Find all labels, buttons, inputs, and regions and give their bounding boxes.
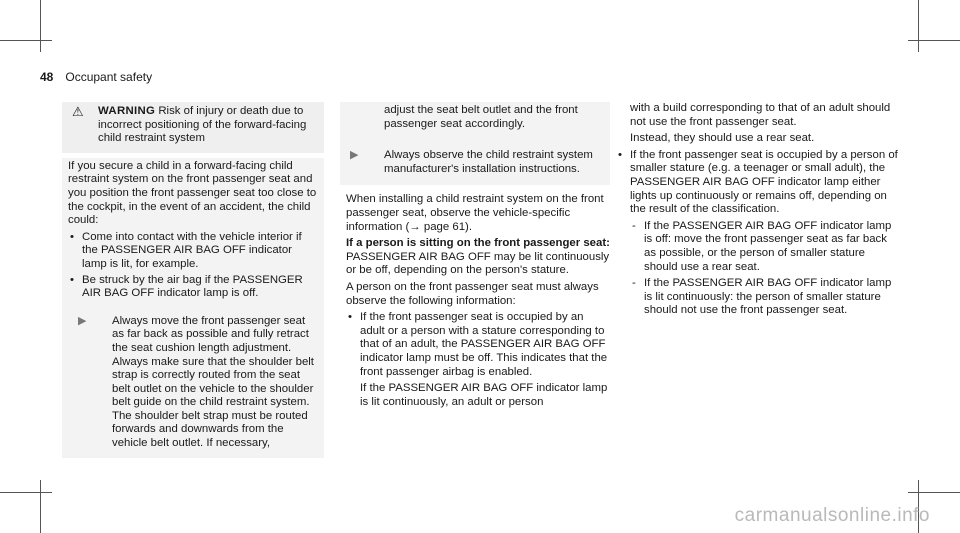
bullet-list [346,311,610,409]
warning-body-text: If you secure a child in a forward-facing child restraint system on the front passenger seat and you position the front passenger seat too close to the cockpit, in the event of an accident, the child could: [68,159,317,227]
action-text-continued: adjust the seat belt outlet and the front passenger seat accordingly. [384,104,578,130]
warning-continued [340,102,610,185]
section-title: Occupant safety [65,70,153,84]
bullet-list [616,149,901,318]
action-arrow-icon: ▶ [350,149,359,162]
intro-text: When installing a child restraint system on the front passenger seat, observe the vehicle-specific information (→ page 61). [346,193,604,233]
page-number: 48 [40,70,54,84]
page-header [40,70,152,84]
action-step [68,315,318,454]
action-text: Always move the front passenger seat as far back as possible and fully retract the seat cushion length adjustment. Always make sure that the shoulder belt strap is correctly routed from the seat belt outlet on the vehicle to the shoulder belt guide on the child restraint system. The shoulder belt strap must be routed forwards and downwards from the vehicle belt outlet. If necessary, [112,314,314,450]
list-item: • Come into contact with the vehicle interior if the PASSENGER AIR BAG OFF indicator lamp is lit, for example. [68,231,318,272]
subheading-text: PASSENGER AIR BAG OFF may be lit continuously or be off, depending on the person's stature. [346,250,610,277]
action-arrow-icon: ▶ [78,314,87,327]
action-step [340,149,604,179]
continued-text: with a build corresponding to that of an adult should not use the front passenger seat. [630,102,891,128]
list-item: • If the front passenger seat is occupied by an adult or a person with a stature corresponding to that of an adult, the PASSENGER AIR BAG OFF indicator lamp must be off. This indicates that the front passenger airbag is enabled. If the PASSENGER AIR BAG OFF indicator lamp is lit continuously, an adult or person [346,311,610,409]
subheading: If a person is sitting on the front passenger seat: [346,237,610,250]
crop-mark [0,40,52,41]
list-item: - If the PASSENGER AIR BAG OFF indicator lamp is lit continuously: the person of smaller stature should not use the front passenger seat. [630,277,901,318]
list-item: - If the PASSENGER AIR BAG OFF indicator lamp is off: move the front passenger seat as far back as possible, or the person of smaller stature should use a rear seat. [630,220,901,274]
crop-mark [908,40,960,41]
middle-column [340,102,610,412]
left-column [62,102,324,458]
list-item: • Be struck by the air bag if the PASSENGER AIR BAG OFF indicator lamp is off. [68,274,318,301]
crop-mark [0,492,52,493]
dash-list [630,220,901,318]
action-text: Always observe the child restraint system manufacturer's installation instructions. [384,149,593,175]
warning-body [62,158,324,458]
warning-header [62,102,324,153]
crop-mark [908,492,960,493]
crop-mark [40,480,41,533]
instead-text: Instead, they should use a rear seat. [630,132,815,145]
list-item: • If the front passenger seat is occupied by a person of smaller stature (e.g. a teenager or small adult), the PASSENGER AIR BAG OFF indicator lamp either lights up continuously or remains off, depending on the result of the classification. - If the PASSENGER AIR BAG OFF indicator lamp is off: move the front passenger seat as far back as possible, or the person of smaller stature should use a rear seat. - If the PASSENGER AIR BAG OFF indicator lamp is lit continuously: the person of smaller stature should not use the front passenger seat. [616,149,901,318]
right-column [616,102,901,321]
warning-lead: Risk of injury or death due to incorrect positioning of the forward-facing child restraint system [98,105,307,145]
warning-bullet-list [68,231,318,301]
crop-mark [918,0,919,52]
watermark-text: carmanualsonline.info [734,505,930,526]
paragraph: A person on the front passenger seat must always observe the following information: [346,280,599,307]
crop-mark [40,0,41,52]
warning-triangle-icon: ⚠ [72,104,84,119]
warning-title: WARNING [98,105,156,117]
